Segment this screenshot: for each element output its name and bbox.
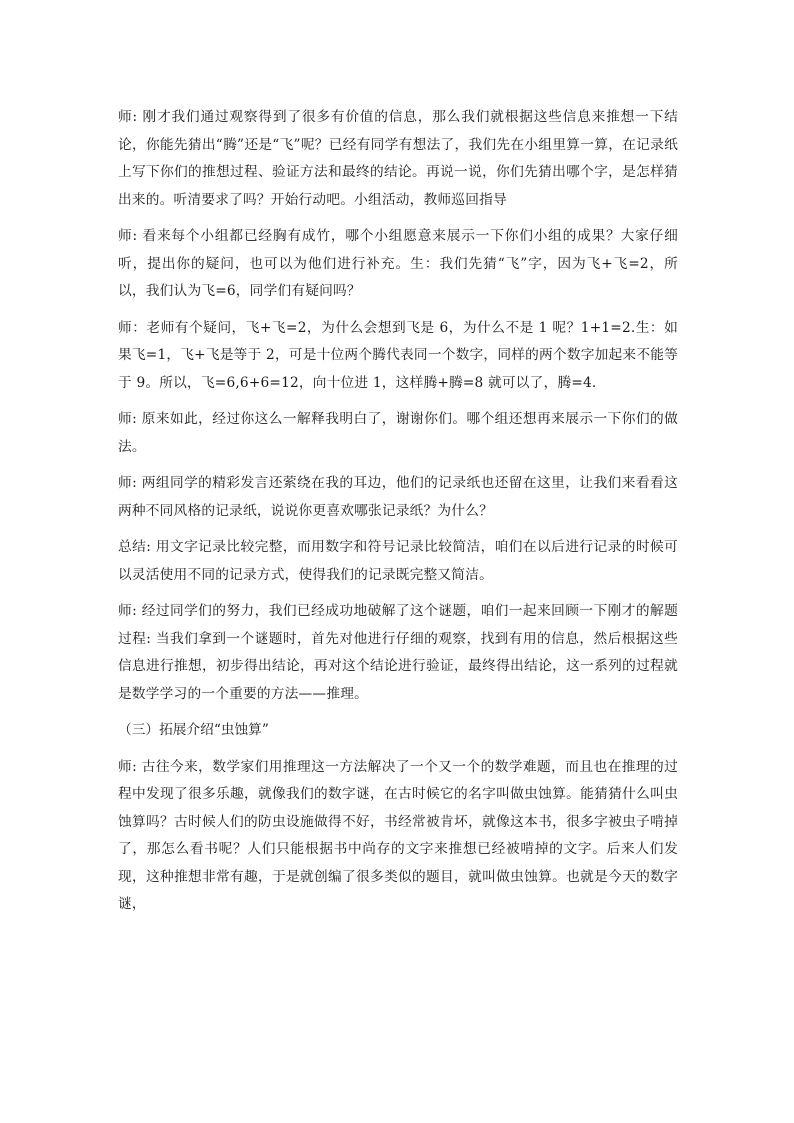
document-body [118, 104, 678, 928]
paragraph-review-reasoning: 师: 经过同学们的努力，我们已经成功地破解了这个谜题，咱们一起来回顾一下刚才的解题过程: 当我们拿到一个谜题时，首先对他进行仔细的观察，找到有用的信息，然后根据这些信息进行推想，初步得出结论，再对这个结论进行验证，最终得出结论，这一系列的过程就是数学学习的一个重要的方法——推理。 [118, 603, 678, 702]
paragraph-insect-arithmetic: 师: 古往今来，数学家们用推理这一方法解决了一个又一个的数学难题，而且也在推理的过程中发现了很多乐趣，就像我们的数字谜，在古时候它的名字叫做虫蚀算。能猜猜什么叫虫蚀算吗？古时候人们的防虫设施做得不好，书经常被肯坏，就像这本书，很多字被虫子啃掉了，那怎么看书呢？人们只能根据书中尚存的文字来推想已经被啃掉的文字。后来人们发现，这种推想非常有趣，于是就创编了很多类似的题目，就叫做虫蚀算。也就是今天的数字谜， [118, 758, 678, 912]
paragraph-teacher-question: 师：老师有个疑问，飞+飞=2，为什么会想到飞是 6，为什么不是 1 呢？1+1=2.生：如果飞=1，飞+飞是等于 2，可是十位两个腾代表同一个数字，同样的两个数字加起来不能等于 9。所以，飞=6,6+6=12，向十位进 1，这样腾+腾=8 就可以了，腾=4. [118, 319, 678, 391]
section-heading: （三）拓展介绍“虫蚀算” [118, 722, 269, 738]
paragraph-record-sheets: 师: 两组同学的精彩发言还萦绕在我的耳边，他们的记录纸也还留在这里，让我们来看看这两种不同风格的记录纸，说说你更喜欢哪张记录纸？为什么？ [118, 475, 678, 519]
paragraph-group-showcase: 师: 看来每个小组都已经胸有成竹，哪个小组愿意来展示一下你们小组的成果？大家仔细听，提出你的疑问，也可以为他们进行补充。生：我们先猜“飞”字，因为飞+飞=2，所以，我们认为飞=6，同学们有疑问吗？ [118, 228, 678, 299]
paragraph-summary: 总结: 用文字记录比较完整，而用数字和符号记录比较简洁，咱们在以后进行记录的时候可以灵活使用不同的记录方式，使得我们的记录既完整又简洁。 [118, 539, 678, 583]
paragraph-explanation-thanks: 师: 原来如此，经过你这么一解释我明白了，谢谢你们。哪个组还想再来展示一下你们的做法。 [118, 411, 678, 455]
paragraph-observation: 师: 刚才我们通过观察得到了很多有价值的信息，那么我们就根据这些信息来推想一下结论，你能先猜出“腾”还是“飞”呢？已经有同学有想法了，我们先在小组里算一算，在记录纸上写下你们的推想过程、验证方法和最终的结论。再说一说，你们先猜出哪个字，是怎样猜出来的。听清要求了吗？开始行动吧。小组活动，教师巡回指导 [118, 109, 678, 208]
